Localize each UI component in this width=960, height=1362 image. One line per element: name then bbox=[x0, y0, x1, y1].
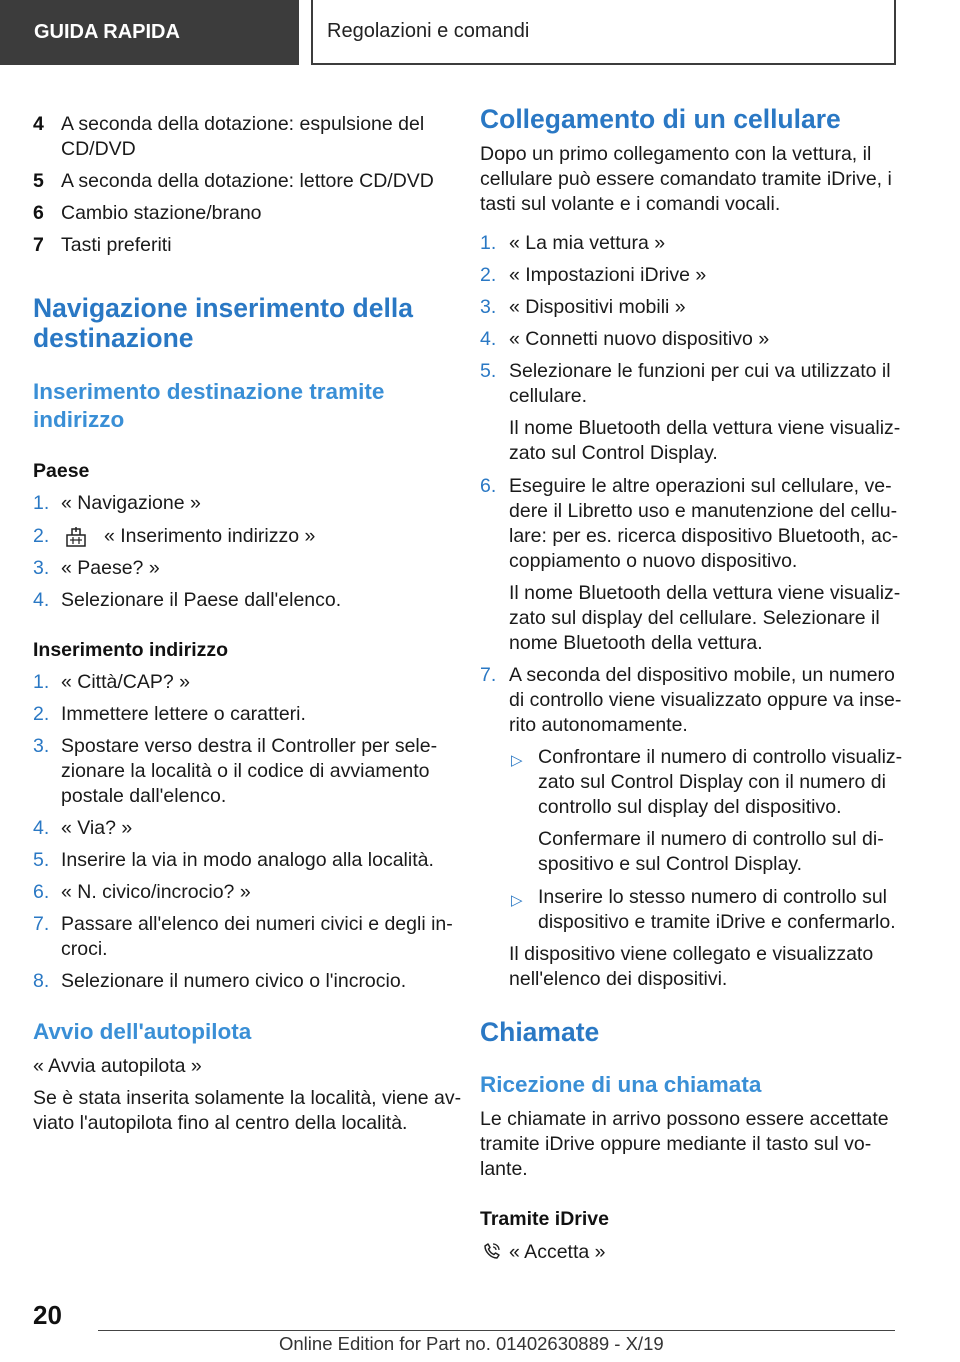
bullet-text: Confrontare il numero di controllo visualiz- bbox=[538, 746, 903, 768]
phone-accept-icon bbox=[482, 1241, 502, 1266]
autopilot-text: viato l'autopilota fino al centro della località. bbox=[33, 1112, 408, 1134]
step-text: « La mia vettura » bbox=[509, 232, 666, 254]
step-number: 2. bbox=[480, 264, 497, 286]
item-text: A seconda della dotazione: lettore CD/DVD bbox=[61, 170, 434, 192]
step-text: A seconda del dispositivo mobile, un numero bbox=[509, 664, 895, 686]
step-text: croci. bbox=[61, 938, 108, 960]
bullet-text: Confermare il numero di controllo sul di- bbox=[538, 828, 884, 850]
autopilot-text: Se è stata inserita solamente la località, viene av- bbox=[33, 1087, 462, 1109]
connected-text: Il dispositivo viene collegato e visualizzato bbox=[509, 943, 874, 965]
step-text: Selezionare il Paese dall'elenco. bbox=[61, 589, 342, 611]
section-heading: Navigazione inserimento della bbox=[33, 293, 413, 323]
step-text: dere il Libretto uso e manutenzione del cellu- bbox=[509, 500, 898, 522]
item-number: 4 bbox=[33, 113, 44, 135]
step-text: Il nome Bluetooth della vettura viene visualiz- bbox=[509, 417, 901, 439]
step-number: 1. bbox=[33, 492, 50, 514]
phone-intro: cellulare può essere comandato tramite iDrive, i bbox=[480, 168, 892, 190]
incoming-text: Le chiamate in arrivo possono essere accettate bbox=[480, 1108, 889, 1130]
item-text: Cambio stazione/brano bbox=[61, 202, 262, 224]
paese-label: Paese bbox=[33, 460, 90, 482]
step-number: 2. bbox=[33, 525, 50, 547]
phone-heading: Collegamento di un cellulare bbox=[480, 104, 841, 134]
edition-footer: Online Edition for Part no. 01402630889 - X/19 bbox=[279, 1333, 664, 1354]
step-text: di controllo viene visualizzato oppure va inse- bbox=[509, 689, 902, 711]
triangle-bullet-icon: ▷ bbox=[511, 892, 523, 909]
step-text: « Paese? » bbox=[61, 557, 160, 579]
phone-intro: tasti sul volante e i comandi vocali. bbox=[480, 193, 781, 215]
step-text: lare: per es. ricerca dispositivo Bluetooth, ac- bbox=[509, 525, 899, 547]
step-text: nome Bluetooth della vettura. bbox=[509, 632, 763, 654]
step-text: Inserire la via in modo analogo alla località. bbox=[61, 849, 434, 871]
step-number: 7. bbox=[480, 664, 497, 686]
item-number: 5 bbox=[33, 170, 44, 192]
step-text: Passare all'elenco dei numeri civici e degli in- bbox=[61, 913, 453, 935]
step-number: 1. bbox=[480, 232, 497, 254]
incoming-text: lante. bbox=[480, 1158, 528, 1180]
step-text: « Connetti nuovo dispositivo » bbox=[509, 328, 770, 350]
step-text: postale dall'elenco. bbox=[61, 785, 227, 807]
item-text: CD/DVD bbox=[61, 138, 136, 160]
step-number: 3. bbox=[33, 735, 50, 757]
step-text: Immettere lettere o caratteri. bbox=[61, 703, 306, 725]
subsection-heading: Inserimento destinazione tramite bbox=[33, 379, 385, 404]
step-number: 5. bbox=[33, 849, 50, 871]
step-number: 8. bbox=[33, 970, 50, 992]
bullet-text: zato sul Control Display con il numero di bbox=[538, 771, 886, 793]
phone-intro: Dopo un primo collegamento con la vettura, il bbox=[480, 143, 872, 165]
step-number: 6. bbox=[480, 475, 497, 497]
step-text: zionare la località o il codice di avviamento bbox=[61, 760, 430, 782]
step-number: 7. bbox=[33, 913, 50, 935]
step-number: 1. bbox=[33, 671, 50, 693]
step-text: zato sul Control Display. bbox=[509, 442, 718, 464]
step-text: « Città/CAP? » bbox=[61, 671, 190, 693]
step-text: cellulare. bbox=[509, 385, 588, 407]
subsection-heading: indirizzo bbox=[33, 407, 125, 432]
step-text: « N. civico/incrocio? » bbox=[61, 881, 251, 903]
item-number: 6 bbox=[33, 202, 44, 224]
page-number: 20 bbox=[33, 1300, 62, 1330]
step-text: Eseguire le altre operazioni sul cellulare, ve- bbox=[509, 475, 892, 497]
step-number: 3. bbox=[480, 296, 497, 318]
step-number: 4. bbox=[33, 817, 50, 839]
address-label: Inserimento indirizzo bbox=[33, 639, 229, 661]
section-tab: GUIDA RAPIDA bbox=[0, 0, 299, 65]
step-number: 5. bbox=[480, 360, 497, 382]
incoming-text: tramite iDrive oppure mediante il tasto sul vo- bbox=[480, 1133, 872, 1155]
item-text: Tasti preferiti bbox=[61, 234, 172, 256]
footer-divider bbox=[98, 1330, 895, 1331]
step-number: 3. bbox=[33, 557, 50, 579]
step-text: « Inserimento indirizzo » bbox=[104, 525, 316, 547]
bullet-text: spositivo e sul Control Display. bbox=[538, 853, 803, 875]
step-number: 2. bbox=[33, 703, 50, 725]
bullet-text: dispositivo e tramite iDrive e confermarlo. bbox=[538, 911, 896, 933]
section-heading: destinazione bbox=[33, 323, 194, 353]
step-text: « Via? » bbox=[61, 817, 133, 839]
step-text: Spostare verso destra il Controller per sele- bbox=[61, 735, 438, 757]
incoming-heading: Ricezione di una chiamata bbox=[480, 1072, 762, 1097]
step-text: Il nome Bluetooth della vettura viene visualiz- bbox=[509, 582, 901, 604]
item-text: A seconda della dotazione: espulsione del bbox=[61, 113, 425, 135]
item-number: 7 bbox=[33, 234, 44, 256]
chapter-title: Regolazioni e comandi bbox=[311, 0, 896, 65]
step-text: « Dispositivi mobili » bbox=[509, 296, 686, 318]
idrive-label: Tramite iDrive bbox=[480, 1208, 609, 1230]
step-text: « Navigazione » bbox=[61, 492, 201, 514]
step-text: Selezionare il numero civico o l'incrocio. bbox=[61, 970, 407, 992]
step-number: 4. bbox=[480, 328, 497, 350]
bullet-text: controllo sul display del dispositivo. bbox=[538, 796, 842, 818]
step-number: 4. bbox=[33, 589, 50, 611]
step-number: 6. bbox=[33, 881, 50, 903]
bullet-text: Inserire lo stesso numero di controllo sul bbox=[538, 886, 887, 908]
autopilot-heading: Avvio dell'autopilota bbox=[33, 1019, 252, 1044]
step-text: rito autonomamente. bbox=[509, 714, 688, 736]
step-text: Selezionare le funzioni per cui va utilizzato il bbox=[509, 360, 891, 382]
step-text: « Impostazioni iDrive » bbox=[509, 264, 707, 286]
calls-heading: Chiamate bbox=[480, 1017, 600, 1047]
connected-text: nell'elenco dei dispositivi. bbox=[509, 968, 728, 990]
autopilot-command: « Avvia autopilota » bbox=[33, 1055, 202, 1077]
accept-command: « Accetta » bbox=[509, 1241, 606, 1263]
navigation-input-icon bbox=[65, 526, 87, 554]
step-text: coppiamento o nuovo dispositivo. bbox=[509, 550, 798, 572]
step-text: zato sul display del cellulare. Selezionare il bbox=[509, 607, 880, 629]
triangle-bullet-icon: ▷ bbox=[511, 752, 523, 769]
